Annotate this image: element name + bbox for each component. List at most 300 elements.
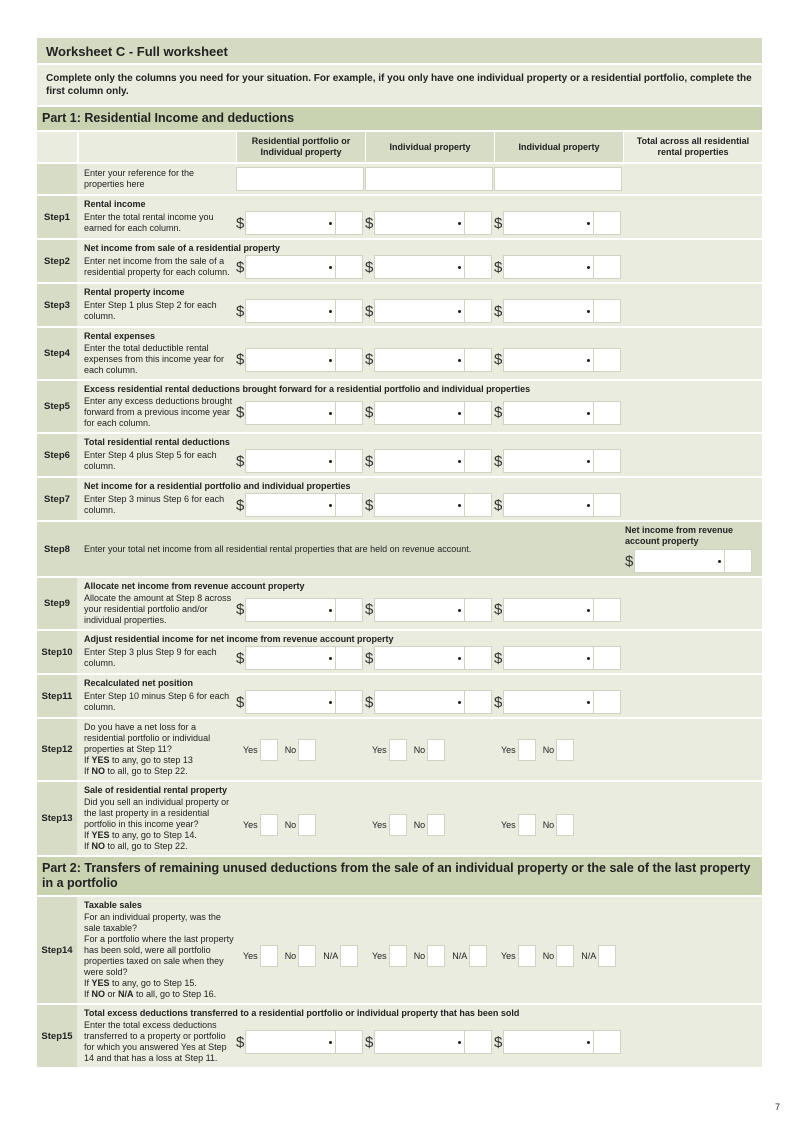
amount-input[interactable] (245, 598, 363, 622)
money-field (494, 299, 621, 323)
yes-checkbox[interactable] (260, 814, 278, 836)
amount-input[interactable] (503, 211, 621, 235)
money-field (236, 299, 363, 323)
decimal-point (587, 609, 590, 612)
form-row (37, 719, 762, 780)
form-row (37, 478, 762, 520)
column-cell (365, 945, 494, 967)
amount-input[interactable] (503, 449, 621, 473)
step-number: 15 (62, 1030, 73, 1042)
row-content (79, 381, 762, 432)
decimal-point (329, 310, 332, 313)
step-word: Step (44, 299, 65, 311)
cents-divider (593, 647, 594, 669)
text: to all, go to Step 16. (133, 989, 217, 999)
step-number: 3 (64, 299, 70, 311)
row-body (84, 722, 762, 777)
description-line: Enter the total deductible rental expenses from this income year for each column. (84, 343, 225, 375)
column-cell (236, 945, 365, 967)
dollar-sign: $ (365, 1033, 374, 1051)
row-body (84, 912, 762, 1000)
money-field (236, 401, 363, 425)
step-label (37, 1005, 77, 1067)
row-content (79, 897, 762, 1003)
step-word: Step (44, 449, 65, 461)
text: to any, go to Step 15. (109, 978, 197, 988)
row-description (84, 1020, 236, 1064)
decimal-point (718, 560, 721, 563)
column-cell (494, 739, 623, 761)
row-description (84, 912, 236, 1000)
amount-input[interactable] (245, 690, 363, 714)
description-line: Enter Step 4 plus Step 5 for each column. (84, 450, 217, 471)
money-field (365, 211, 492, 235)
row-body (84, 396, 762, 429)
dollar-sign: $ (236, 649, 245, 667)
money-field (236, 690, 363, 714)
cents-divider (593, 300, 594, 322)
dollar-sign: $ (365, 258, 374, 276)
money-field (494, 493, 621, 517)
description-line: Enter Step 10 minus Step 6 for each column. (84, 691, 230, 712)
step-number: 7 (64, 493, 70, 505)
amount-input[interactable] (503, 493, 621, 517)
step-word: Step (44, 211, 65, 223)
amount-input[interactable] (245, 646, 363, 670)
row-content (79, 240, 762, 282)
no-label: No (413, 819, 426, 830)
text: or (105, 989, 119, 999)
row-body (84, 299, 762, 323)
row-content (79, 675, 762, 717)
dollar-sign: $ (494, 496, 503, 514)
step-number: 14 (62, 944, 73, 956)
description-line (84, 766, 236, 777)
column-cell (494, 167, 623, 191)
form-row (37, 631, 762, 673)
row-content (79, 328, 762, 379)
step-number: 8 (64, 543, 70, 555)
description-line (84, 755, 236, 766)
step-word: Step (44, 255, 65, 267)
header-spacer (79, 132, 236, 162)
yes-checkbox[interactable] (389, 945, 407, 967)
yes-no-group (365, 945, 487, 967)
money-field (236, 646, 363, 670)
cents-divider (464, 691, 465, 713)
dollar-sign: $ (236, 496, 245, 514)
description-line (84, 830, 236, 841)
amount-input[interactable] (374, 646, 492, 670)
no-label: No (413, 951, 426, 961)
row-body (84, 525, 762, 573)
column-cell (365, 299, 494, 323)
dollar-sign: $ (365, 601, 374, 618)
amount-input[interactable] (374, 1030, 492, 1054)
na-checkbox[interactable] (598, 945, 616, 967)
amount-input[interactable] (374, 493, 492, 517)
decimal-point (458, 504, 461, 507)
step-word: Step (41, 690, 63, 702)
na-label: N/A (581, 951, 597, 961)
revenue-account-field (625, 525, 753, 573)
text: to all, go to Step 22. (105, 841, 188, 851)
no-checkbox[interactable] (427, 814, 445, 836)
decimal-point (329, 412, 332, 415)
step-number: 11 (62, 690, 73, 702)
cents-divider (593, 212, 594, 234)
no-label: No (542, 951, 555, 961)
no-checkbox[interactable] (427, 945, 445, 967)
header-spacer (37, 132, 77, 162)
no-checkbox[interactable] (298, 814, 316, 836)
step-label (37, 240, 77, 282)
description-line: Enter your total net income from all residential rental properties that are held on revenue account. (84, 543, 472, 554)
column-cell (494, 493, 623, 517)
no-label: No (542, 744, 555, 755)
description-line: Enter Step 1 plus Step 2 for each column. (84, 300, 217, 321)
cents-divider (593, 349, 594, 371)
row-content (79, 631, 762, 673)
row-title: Excess residential rental deductions brought forward for a residential portfolio and individual properties (84, 384, 531, 394)
amount-input[interactable] (245, 255, 363, 279)
dollar-sign: $ (365, 649, 374, 667)
decimal-point (587, 657, 590, 660)
decimal-point (587, 701, 590, 704)
description-line: Enter net income from the sale of a residential property for each column. (84, 256, 230, 277)
step-number: 2 (64, 255, 70, 267)
amount-input[interactable] (374, 690, 492, 714)
yes-label: Yes (372, 744, 387, 755)
column-cell (494, 690, 623, 714)
decimal-point (458, 266, 461, 269)
money-field (494, 211, 621, 235)
row-body (84, 255, 762, 279)
text: If (84, 755, 92, 765)
row-content (79, 284, 762, 326)
cents-divider (335, 691, 336, 713)
cents-divider (593, 1031, 594, 1053)
step-label (37, 578, 77, 629)
row-body (84, 449, 762, 473)
cents-divider (335, 1031, 336, 1053)
step-label (37, 897, 77, 1003)
money-field (365, 348, 492, 372)
decimal-point (329, 460, 332, 463)
money-field (236, 348, 363, 372)
money-field (236, 211, 363, 235)
na-checkbox[interactable] (340, 945, 358, 967)
description-line: Enter any excess deductions brought forward from a previous income year for each column. (84, 396, 233, 428)
row-description (84, 797, 236, 852)
reference-input[interactable] (365, 167, 493, 191)
column-cell (236, 690, 365, 714)
row-body (84, 690, 762, 714)
step-label (37, 719, 77, 780)
amount-input[interactable] (503, 299, 621, 323)
step-label (37, 478, 77, 520)
decimal-point (329, 266, 332, 269)
money-field (365, 690, 492, 714)
no-label: No (284, 744, 297, 755)
description-line: For a portfolio where the last property has been sold, were all portfolio properties taxed on sale when they were sold? (84, 934, 234, 977)
column-header: Individual property (495, 132, 623, 162)
step-word: Step (44, 401, 65, 412)
no-label: No (284, 819, 297, 830)
form-row (37, 675, 762, 717)
dollar-sign: $ (494, 258, 503, 276)
amount-input[interactable] (503, 690, 621, 714)
description-line: Allocate the amount at Step 8 across your residential portfolio and/or individual properties. (84, 593, 232, 625)
row-content (79, 478, 762, 520)
yes-checkbox[interactable] (518, 945, 536, 967)
step-label (37, 381, 77, 432)
dollar-sign: $ (494, 649, 503, 667)
description-line: Enter Step 3 plus Step 9 for each column. (84, 647, 217, 668)
cents-divider (464, 212, 465, 234)
column-cell (365, 493, 494, 517)
row-body (84, 493, 762, 517)
amount-input[interactable] (374, 299, 492, 323)
money-field (494, 646, 621, 670)
decimal-point (458, 460, 461, 463)
form-row (37, 578, 762, 629)
column-cell (236, 646, 365, 670)
yes-label: Yes (243, 951, 258, 961)
description-line (84, 989, 236, 1000)
form-row (37, 284, 762, 326)
amount-input[interactable] (634, 549, 752, 573)
step-word: Step (41, 1030, 62, 1042)
amount-input[interactable] (245, 348, 363, 372)
row-content (79, 782, 762, 855)
yes-checkbox[interactable] (518, 814, 536, 836)
cents-divider (464, 300, 465, 322)
column-cell (365, 739, 494, 761)
row-title: Allocate net income from revenue account property (84, 581, 305, 591)
money-field (236, 493, 363, 517)
cents-divider (593, 450, 594, 472)
money-field (365, 299, 492, 323)
cents-divider (335, 494, 336, 516)
amount-input[interactable] (374, 211, 492, 235)
amount-input[interactable] (503, 1030, 621, 1054)
cents-divider (335, 402, 336, 424)
decimal-point (458, 412, 461, 415)
amount-input[interactable] (503, 598, 621, 622)
yes-label: Yes (243, 819, 258, 830)
step-label (37, 434, 77, 476)
step-label (37, 328, 77, 379)
form-row (37, 782, 762, 855)
row-content (79, 1005, 762, 1067)
cents-divider (593, 599, 594, 621)
amount-input[interactable] (503, 646, 621, 670)
amount-input[interactable] (503, 348, 621, 372)
amount-input[interactable] (503, 255, 621, 279)
cents-divider (464, 1031, 465, 1053)
na-checkbox[interactable] (469, 945, 487, 967)
dollar-sign: $ (494, 1033, 503, 1051)
no-checkbox[interactable] (298, 945, 316, 967)
yes-checkbox[interactable] (389, 739, 407, 761)
row-content (79, 196, 762, 238)
cents-divider (335, 256, 336, 278)
dollar-sign: $ (494, 601, 503, 618)
money-field (494, 1030, 621, 1054)
cents-divider (335, 647, 336, 669)
dollar-sign: $ (365, 302, 374, 320)
no-checkbox[interactable] (556, 739, 574, 761)
amount-input[interactable] (374, 449, 492, 473)
dollar-sign: $ (236, 214, 245, 232)
dollar-sign: $ (494, 452, 503, 470)
no-checkbox[interactable] (298, 739, 316, 761)
no-checkbox[interactable] (427, 739, 445, 761)
amount-input[interactable] (245, 299, 363, 323)
cents-divider (335, 599, 336, 621)
reference-input[interactable] (236, 167, 364, 191)
amount-input[interactable] (245, 401, 363, 425)
amount-input[interactable] (503, 401, 621, 425)
amount-input[interactable] (374, 598, 492, 622)
money-field (365, 255, 492, 279)
decimal-point (587, 222, 590, 225)
step-number: 12 (62, 744, 73, 755)
row-body (84, 167, 762, 191)
row-title: Total excess deductions transferred to a residential portfolio or individual property that has been sold (84, 1008, 520, 1018)
amount-input[interactable] (374, 348, 492, 372)
row-content (79, 434, 762, 476)
form-row (37, 164, 762, 194)
worksheet-title: Worksheet C - Full worksheet (37, 38, 762, 63)
row-title: Rental income (84, 199, 146, 209)
text: If (84, 989, 92, 999)
decimal-point (458, 609, 461, 612)
na-label: N/A (323, 951, 339, 961)
amount-input[interactable] (245, 449, 363, 473)
column-cell (365, 598, 494, 622)
text: If (84, 830, 92, 840)
yes-checkbox[interactable] (389, 814, 407, 836)
row-content (79, 164, 762, 194)
description-line: Did you sell an individual property or the last property in a residential portfolio in this income year? (84, 797, 230, 829)
form-row (37, 434, 762, 476)
step-word: Step (44, 598, 65, 609)
amount-input[interactable] (245, 1030, 363, 1054)
dollar-sign: $ (236, 693, 245, 711)
cents-divider (724, 550, 725, 572)
column-cell (236, 348, 365, 372)
text: If (84, 841, 92, 851)
yes-no-group (236, 739, 316, 761)
row-title: Net income for a residential portfolio and individual properties (84, 481, 351, 491)
row-title: Taxable sales (84, 900, 142, 910)
step-label (37, 196, 77, 238)
row-description (84, 450, 236, 472)
column-cell (494, 1030, 623, 1054)
dollar-sign: $ (236, 351, 245, 368)
dollar-sign: $ (236, 601, 245, 618)
amount-input[interactable] (374, 255, 492, 279)
column-cell (236, 167, 365, 191)
page-number: 7 (775, 1102, 781, 1112)
step-label (37, 522, 77, 576)
step-word: Step (41, 813, 62, 824)
column-cell (365, 348, 494, 372)
row-description (84, 722, 236, 777)
decimal-point (329, 222, 332, 225)
column-header: Individual property (366, 132, 494, 162)
dollar-sign: $ (365, 452, 374, 470)
emphasis: YES (91, 755, 110, 765)
form-row (37, 328, 762, 379)
yes-checkbox[interactable] (518, 739, 536, 761)
money-field (494, 348, 621, 372)
amount-input[interactable] (374, 401, 492, 425)
decimal-point (458, 1041, 461, 1044)
amount-input[interactable] (245, 211, 363, 235)
yes-checkbox[interactable] (260, 945, 278, 967)
step-label (37, 164, 77, 194)
row-body (84, 1020, 762, 1064)
column-cell (365, 690, 494, 714)
yes-no-group (365, 739, 445, 761)
decimal-point (587, 412, 590, 415)
step-number: 1 (64, 211, 70, 223)
part1-heading: Part 1: Residential Income and deductions (37, 107, 762, 130)
cents-divider (593, 256, 594, 278)
step-word: Step (41, 944, 62, 956)
dollar-sign: $ (236, 302, 245, 320)
row-body (84, 797, 762, 852)
cents-divider (464, 599, 465, 621)
step-word: Step (44, 348, 65, 359)
cents-divider (464, 450, 465, 472)
cents-divider (335, 450, 336, 472)
column-cell (236, 814, 365, 836)
cents-divider (464, 349, 465, 371)
no-label: No (542, 819, 555, 830)
row-description (84, 647, 236, 669)
part2-heading: Part 2: Transfers of remaining unused deductions from the sale of an individual property or the sale of the last property in a portfolio (37, 857, 762, 895)
no-checkbox[interactable] (556, 814, 574, 836)
yes-no-group (494, 739, 574, 761)
column-cell (236, 255, 365, 279)
decimal-point (329, 1041, 332, 1044)
column-cell (236, 1030, 365, 1054)
column-cell (494, 449, 623, 473)
reference-input[interactable] (494, 167, 622, 191)
step-number: 10 (62, 646, 73, 658)
column-cell (236, 598, 365, 622)
yes-label: Yes (372, 951, 387, 961)
yes-checkbox[interactable] (260, 739, 278, 761)
description-line: Enter the total excess deductions transferred to a property or portfolio for which you answered Yes at Step 14 and that has a loss at Step 11. (84, 1020, 227, 1063)
column-cell (494, 401, 623, 425)
cents-divider (335, 300, 336, 322)
row-description (84, 494, 236, 516)
amount-input[interactable] (245, 493, 363, 517)
step-label (37, 631, 77, 673)
yes-no-group (494, 945, 616, 967)
step-word: Step (41, 744, 62, 755)
row-description (84, 544, 624, 555)
description-line: Enter your reference for the properties here (84, 168, 195, 189)
dollar-sign: $ (365, 404, 374, 421)
no-checkbox[interactable] (556, 945, 574, 967)
yes-no-group (365, 814, 445, 836)
